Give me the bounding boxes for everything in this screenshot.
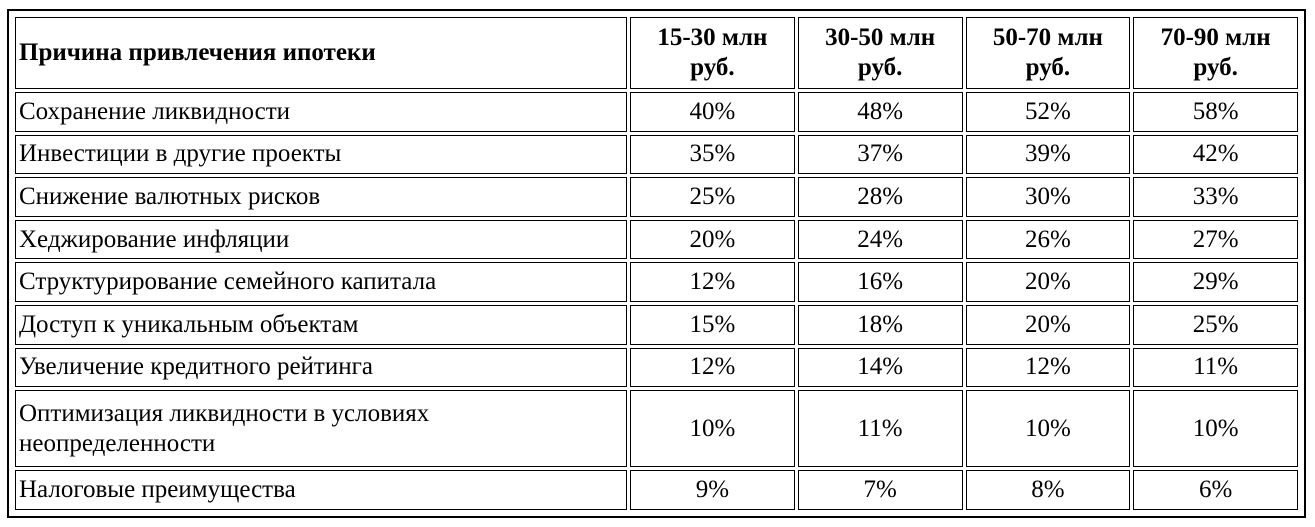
row-value: 12% xyxy=(630,262,795,302)
row-value: 14% xyxy=(798,348,963,388)
header-reason: Причина привлечения ипотеки xyxy=(15,17,627,89)
table-row xyxy=(15,177,1298,217)
row-value: 58% xyxy=(1133,92,1298,132)
row-value: 28% xyxy=(798,177,963,217)
mortgage-reasons-table xyxy=(12,14,1301,513)
row-reason: Налоговые преимущества xyxy=(15,470,627,510)
row-value: 10% xyxy=(1133,390,1298,467)
row-value: 20% xyxy=(966,305,1131,345)
row-value: 52% xyxy=(966,92,1131,132)
row-value: 48% xyxy=(798,92,963,132)
header-70-90: 70-90 млн руб. xyxy=(1133,17,1298,89)
row-value: 12% xyxy=(966,348,1131,388)
row-value: 20% xyxy=(630,220,795,260)
row-value: 18% xyxy=(798,305,963,345)
row-reason: Оптимизация ликвидности в условиях неопределенности xyxy=(15,390,627,467)
header-30-50: 30-50 млн руб. xyxy=(798,17,963,89)
header-15-30: 15-30 млн руб. xyxy=(630,17,795,89)
row-reason: Хеджирование инфляции xyxy=(15,220,627,260)
row-value: 30% xyxy=(966,177,1131,217)
row-value: 7% xyxy=(798,470,963,510)
row-value: 12% xyxy=(630,348,795,388)
row-value: 10% xyxy=(966,390,1131,467)
row-value: 20% xyxy=(966,262,1131,302)
row-value: 26% xyxy=(966,220,1131,260)
row-reason: Увеличение кредитного рейтинга xyxy=(15,348,627,388)
row-value: 40% xyxy=(630,92,795,132)
table-row xyxy=(15,262,1298,302)
row-value: 25% xyxy=(1133,305,1298,345)
table-row xyxy=(15,470,1298,510)
table-row xyxy=(15,348,1298,388)
row-reason: Снижение валютных рисков xyxy=(15,177,627,217)
header-50-70: 50-70 млн руб. xyxy=(966,17,1131,89)
mortgage-reasons-table-frame xyxy=(7,9,1306,518)
row-value: 8% xyxy=(966,470,1131,510)
row-value: 16% xyxy=(798,262,963,302)
row-value: 9% xyxy=(630,470,795,510)
row-value: 6% xyxy=(1133,470,1298,510)
row-value: 24% xyxy=(798,220,963,260)
row-reason: Сохранение ликвидности xyxy=(15,92,627,132)
row-reason: Инвестиции в другие проекты xyxy=(15,135,627,175)
table-row xyxy=(15,135,1298,175)
row-value: 11% xyxy=(1133,348,1298,388)
row-value: 10% xyxy=(630,390,795,467)
row-value: 27% xyxy=(1133,220,1298,260)
row-value: 15% xyxy=(630,305,795,345)
row-reason: Структурирование семейного капитала xyxy=(15,262,627,302)
table-row xyxy=(15,390,1298,467)
row-value: 37% xyxy=(798,135,963,175)
row-value: 42% xyxy=(1133,135,1298,175)
row-value: 35% xyxy=(630,135,795,175)
table-header-row xyxy=(15,17,1298,89)
row-value: 29% xyxy=(1133,262,1298,302)
table-row xyxy=(15,305,1298,345)
row-value: 33% xyxy=(1133,177,1298,217)
row-reason: Доступ к уникальным объектам xyxy=(15,305,627,345)
row-value: 25% xyxy=(630,177,795,217)
row-value: 39% xyxy=(966,135,1131,175)
table-row xyxy=(15,220,1298,260)
table-row xyxy=(15,92,1298,132)
row-value: 11% xyxy=(798,390,963,467)
